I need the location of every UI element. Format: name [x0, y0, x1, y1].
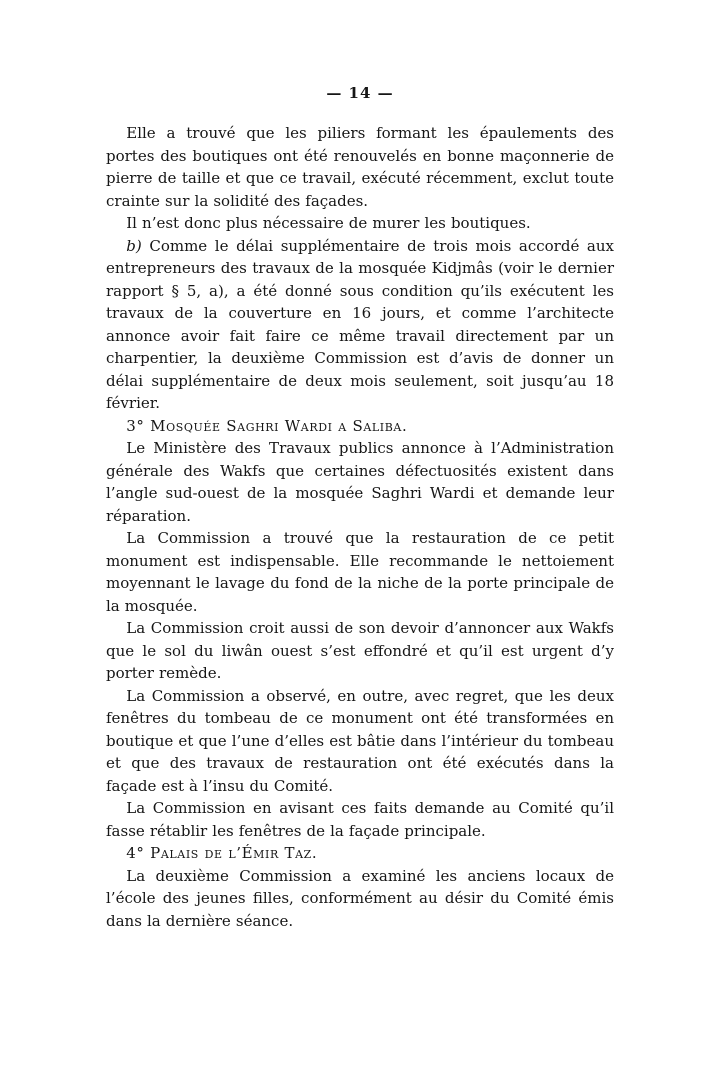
page-number: — 14 — [326, 84, 394, 102]
section-heading: 4° Palais de l’Émir Taz. [126, 844, 318, 862]
paragraph: La Commission en avisant ces faits demande au Comité qu’il fasse rétablir les fenêtres de la façade principale. [106, 799, 614, 840]
paragraph: La deuxième Commission a examiné les anciens locaux de l’école des jeunes filles, conformément au désir du Comité émis dans la dernière séance. [106, 866, 614, 930]
paragraph: La Commission croit aussi de son devoir d’annoncer aux Wakfs que le sol du liwân ouest s’est effondré et qu’il est urgent d’y porter remède. [106, 619, 614, 682]
paragraph: Elle a trouvé que les piliers formant les épaulements des portes des boutiques ont été renouvelés en bonne maçonnerie de pierre de taille et que ce travail, exécuté récemment, exclut toute crainte sur la solidité des façades. [106, 124, 614, 210]
section-heading: 3° Mosquée Saghri Wardi a Saliba. [126, 416, 408, 435]
paragraph: La Commission a trouvé que la restauration de ce petit monument est indispensable. Elle recommande le nettoiement moyennant le lavage du fond de la niche de la porte principale de la mosquée. [106, 529, 614, 615]
paragraph-item-label: b) [126, 236, 142, 255]
paragraph: La Commission a observé, en outre, avec regret, que les deux fenêtres du tombeau de ce monument ont été transformées en boutique et que l’une d’elles est bâtie dans l’intérieur du tombeau et que des travaux de restauration ont été exécutés dans la façade est à l’insu du Comité. [106, 686, 614, 795]
document-page [106, 0, 614, 932]
paragraph: Il n’est donc plus nécessaire de murer les boutiques. [126, 214, 531, 232]
paragraph-text: Comme le délai supplémentaire de trois mois accordé aux entrepreneurs des travaux de la mosquée Kidjmâs (voir le dernier rapport § 5, a), a été donné sous condition qu’ils exécutent les travaux de la couverture en 16 jours, et comme l’architecte annonce avoir fait faire ce même travail directement par un charpentier, la deuxième Commission est d’avis de donner un délai supplémentaire de deux mois seulement, soit jusqu’au 18 février. [106, 236, 614, 412]
paragraph: Le Ministère des Travaux publics annonce à l’Administration générale des Wakfs que certaines défectuosités existent dans l’angle sud-ouest de la mosquée Saghri Wardi et demande leur réparation. [106, 439, 614, 525]
paragraph [106, 235, 614, 415]
